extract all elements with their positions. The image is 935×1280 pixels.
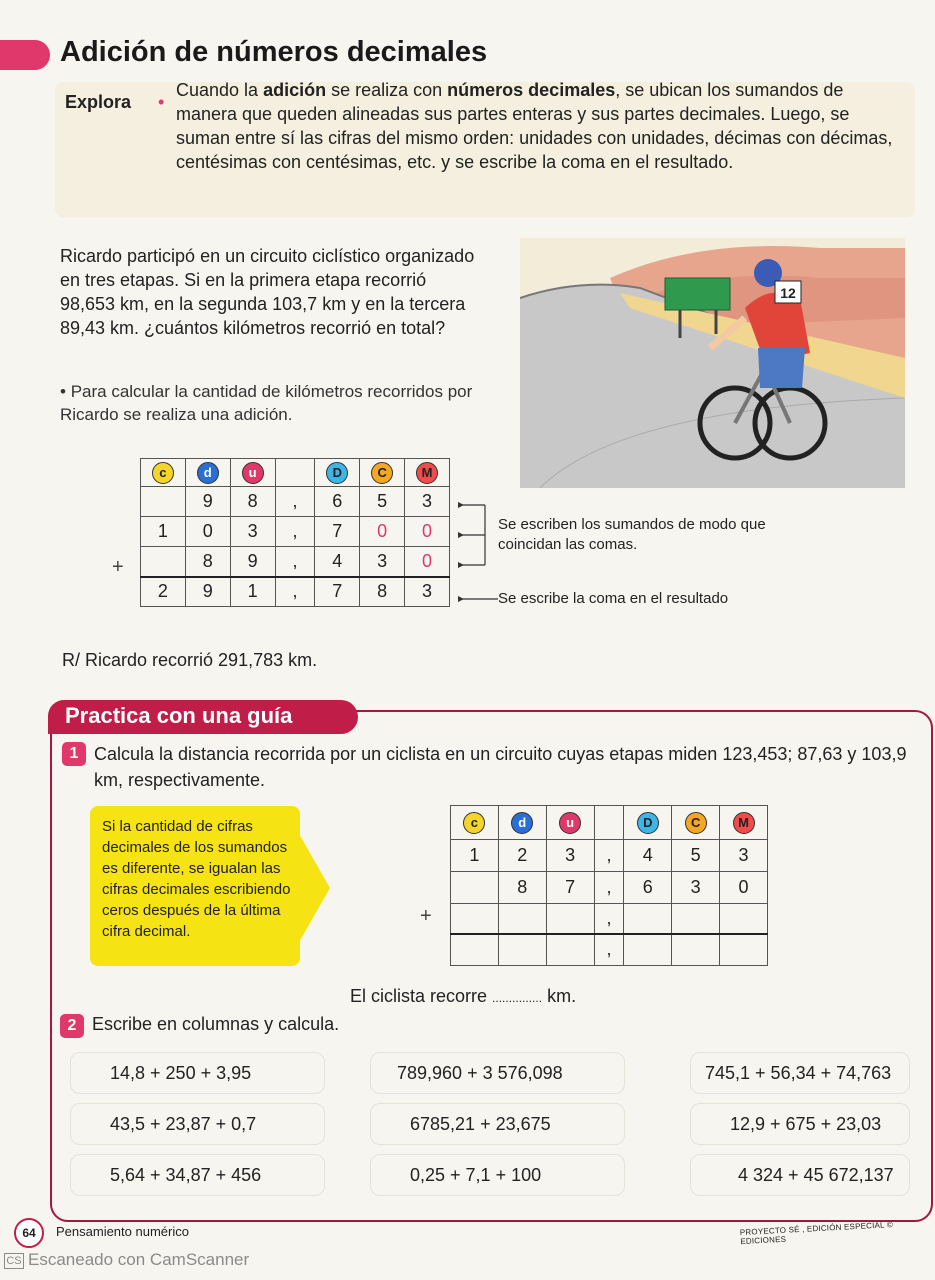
explora-bold-decimales: números decimales — [447, 80, 616, 100]
milesimas-circle: M — [733, 812, 755, 834]
table-cell: 5 — [672, 840, 720, 872]
header-cell — [720, 806, 768, 840]
table-cell: 2 — [498, 840, 546, 872]
table-cell: 6 — [315, 487, 360, 517]
milesimas-circle: M — [416, 462, 438, 484]
comma-header-cell — [275, 459, 315, 487]
note-aligned-commas: Se escriben los sumandos de modo que coincidan las comas. — [498, 516, 766, 553]
result-suffix: km. — [547, 986, 577, 1006]
table-cell: 0 — [405, 517, 450, 547]
table-cell: 7 — [315, 517, 360, 547]
operation-8: 0,25 + 7,1 + 100 — [410, 1165, 542, 1185]
table-cell: 1 — [141, 517, 186, 547]
place-value-table-1 — [140, 458, 450, 607]
table-cell: 0 — [360, 517, 405, 547]
table-header-row — [141, 459, 450, 487]
table-cell: 9 — [185, 487, 230, 517]
explora-lead: Cuando la — [176, 80, 264, 100]
result-blank[interactable]: ............... — [492, 991, 543, 1005]
plus-sign: + — [112, 556, 124, 578]
table-cell: 8 — [185, 547, 230, 577]
unidades-circle: u — [242, 462, 264, 484]
table-cell: 3 — [720, 840, 768, 872]
unidades-circle: u — [559, 812, 581, 834]
table-cell: 8 — [360, 577, 405, 607]
centenas-circle: c — [152, 462, 174, 484]
table-row — [141, 487, 450, 517]
bracket-arrows — [450, 488, 500, 618]
table-cell: , — [275, 517, 315, 547]
table-cell: 8 — [498, 872, 546, 904]
scanner-text: Escaneado con CamScanner — [28, 1250, 250, 1269]
note-comma-result: Se escribe la coma en el resultado — [498, 590, 729, 607]
answer-cell[interactable] — [546, 904, 594, 934]
header-cell — [451, 806, 499, 840]
table-cell: 8 — [230, 487, 275, 517]
table-cell: 6 — [624, 872, 672, 904]
exercise-2-badge: 2 — [60, 1014, 84, 1038]
answer-cell[interactable] — [498, 904, 546, 934]
table-cell: 3 — [405, 577, 450, 607]
operation-2: 789,960 + 3 576,098 — [397, 1063, 563, 1083]
table-cell: , — [275, 577, 315, 607]
header-cell — [546, 806, 594, 840]
header-cell — [185, 459, 230, 487]
table-cell: , — [594, 934, 624, 966]
table-row — [451, 904, 768, 934]
table-cell: , — [275, 487, 315, 517]
tip-arrow — [298, 832, 330, 944]
place-value-table-2 — [450, 805, 768, 966]
table-cell: 3 — [672, 872, 720, 904]
header-cell — [230, 459, 275, 487]
rider-number: 12 — [780, 285, 796, 301]
table-cell: 4 — [624, 840, 672, 872]
result-prefix: El ciclista recorre — [350, 986, 488, 1006]
header-cell — [141, 459, 186, 487]
table-cell: 7 — [546, 872, 594, 904]
answer-text: R/ Ricardo recorrió 291,783 km. — [62, 650, 318, 670]
answer-cell[interactable] — [672, 934, 720, 966]
decenas-circle: d — [511, 812, 533, 834]
centenas-circle: c — [463, 812, 485, 834]
bullet-text — [60, 380, 490, 426]
bullet-icon: • — [158, 92, 165, 112]
answer-cell[interactable] — [720, 934, 768, 966]
table-cell: 9 — [185, 577, 230, 607]
header-cell — [624, 806, 672, 840]
table-cell — [451, 872, 499, 904]
comma-header-cell — [594, 806, 624, 840]
centesimas-circle: C — [371, 462, 393, 484]
centesimas-circle: C — [685, 812, 707, 834]
table-header-row — [451, 806, 768, 840]
decenas-circle: d — [197, 462, 219, 484]
operation-3: 745,1 + 56,34 + 74,763 — [705, 1063, 892, 1083]
result-row — [141, 577, 450, 607]
bullet-content: Para calcular la cantidad de kilómetros recorridos por Ricardo se realiza una adición. — [60, 382, 473, 424]
explora-bold-adicion: adición — [263, 80, 327, 100]
exercise-1-badge: 1 — [62, 742, 86, 766]
header-cell — [672, 806, 720, 840]
operation-7: 5,64 + 34,87 + 456 — [110, 1165, 262, 1185]
operation-5: 6785,21 + 23,675 — [410, 1114, 551, 1134]
explora-label: Explora — [65, 92, 132, 112]
table-row — [451, 872, 768, 904]
footer-section: Pensamiento numérico — [56, 1224, 189, 1239]
table-cell: , — [594, 904, 624, 934]
problem-text: Ricardo participó en un circuito ciclístico organizado en tres etapas. Si en la primera etapa recorrió 98,653 km, en la segunda 103,7 km y en la tercera 89,43 km. ¿cuántos kilómetros recorrió en total? — [60, 246, 475, 338]
answer-cell[interactable] — [451, 934, 499, 966]
footer-publisher: PROYECTO SÉ , EDICIÓN ESPECIAL © EDICIONES — [739, 1220, 894, 1247]
answer-cell[interactable] — [546, 934, 594, 966]
table-cell: 5 — [360, 487, 405, 517]
table-cell: 7 — [315, 577, 360, 607]
answer-cell[interactable] — [672, 904, 720, 934]
cyclist-illustration — [520, 238, 905, 488]
camscanner-logo-icon: CS — [4, 1253, 24, 1269]
title-tab — [0, 40, 50, 70]
table-row — [451, 840, 768, 872]
practice-label: Practica con una guía — [65, 703, 293, 728]
table-row — [141, 517, 450, 547]
exercise-1-text: Calcula la distancia recorrida por un ciclista en un circuito cuyas etapas miden 123,453; 87,63 y 103,9 km, respectivamente. — [94, 744, 907, 790]
bullet-icon: • — [60, 382, 71, 401]
table-cell: 3 — [405, 487, 450, 517]
page-number-badge: 64 — [14, 1218, 44, 1248]
table-cell: , — [594, 872, 624, 904]
header-cell — [405, 459, 450, 487]
page-title: Adición de números decimales — [60, 36, 488, 68]
answer-cell[interactable] — [720, 904, 768, 934]
table-cell: 1 — [230, 577, 275, 607]
exercise-2-text: Escribe en columnas y calcula. — [92, 1014, 340, 1034]
operation-1: 14,8 + 250 + 3,95 — [110, 1063, 252, 1083]
scanner-watermark — [4, 1250, 249, 1270]
explora-rest: , se ubican los sumandos de manera que queden alineadas sus partes enteras y sus partes decimales. Luego, se suman entre sí las cifras del mismo orden: unidades con unidades, décimas con décimas, centésimas con centésimas, etc. y se escribe la coma en el resultado. — [176, 80, 893, 172]
table-cell: 3 — [230, 517, 275, 547]
decimas-circle: D — [326, 462, 348, 484]
table-cell: , — [275, 547, 315, 577]
table-cell: 9 — [230, 547, 275, 577]
table-cell: 0 — [720, 872, 768, 904]
table-cell: , — [594, 840, 624, 872]
table-cell: 0 — [185, 517, 230, 547]
operation-6: 12,9 + 675 + 23,03 — [730, 1114, 882, 1134]
header-cell — [498, 806, 546, 840]
exercise-1-result — [350, 986, 576, 1007]
table-row — [141, 547, 450, 577]
table-cell — [141, 487, 186, 517]
table-cell: 2 — [141, 577, 186, 607]
answer-cell[interactable] — [624, 934, 672, 966]
table-cell: 0 — [405, 547, 450, 577]
table-cell: 3 — [546, 840, 594, 872]
table-cell — [141, 547, 186, 577]
answer-cell[interactable] — [498, 934, 546, 966]
tip-text: Si la cantidad de cifras decimales de los sumandos es diferente, se igualan las cifras decimales escribiendo ceros después de la última cifra decimal. — [102, 818, 291, 940]
answer-cell[interactable] — [451, 904, 499, 934]
answer-cell[interactable] — [624, 904, 672, 934]
operation-9: 4 324 + 45 672,137 — [738, 1165, 894, 1185]
operation-4: 43,5 + 23,87 + 0,7 — [110, 1114, 257, 1134]
header-cell — [315, 459, 360, 487]
table-cell: 3 — [360, 547, 405, 577]
explora-text — [176, 78, 906, 174]
decimas-circle: D — [637, 812, 659, 834]
table-cell: 1 — [451, 840, 499, 872]
plus-sign: + — [420, 905, 432, 927]
explora-mid: se realiza con — [326, 80, 448, 100]
table-cell: 4 — [315, 547, 360, 577]
header-cell — [360, 459, 405, 487]
result-row — [451, 934, 768, 966]
